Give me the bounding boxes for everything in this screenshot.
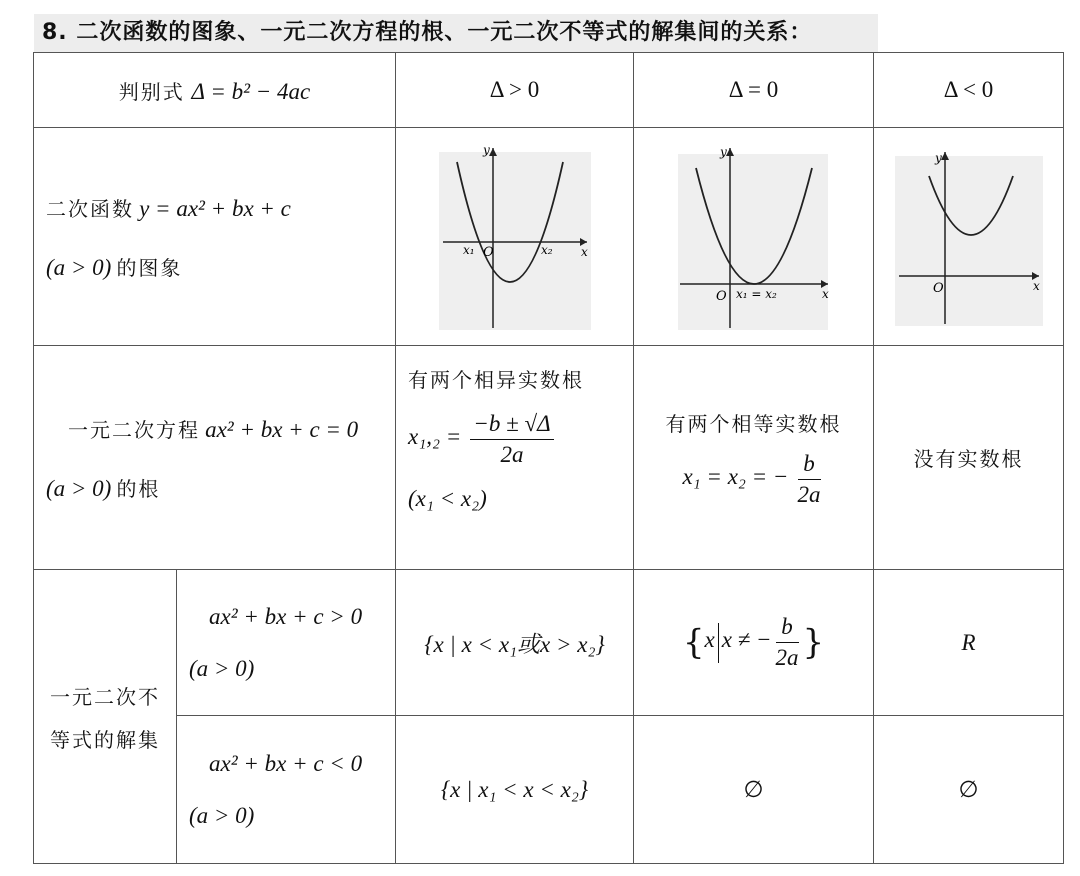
ineq-gt-delta-negative xyxy=(874,570,1064,716)
inequality-lt-row xyxy=(34,716,1064,864)
svg-text:x₁ = x₂: x₁ = x₂ xyxy=(735,286,777,301)
inequality-group-label: 一元二次不 等式的解集 xyxy=(34,570,177,864)
roots-row xyxy=(34,346,1064,570)
ineq-lt-delta-zero xyxy=(634,716,874,864)
condition-a-positive: (a > 0) xyxy=(46,254,112,280)
ineq-lt-delta-negative xyxy=(874,716,1064,864)
two-equal-roots-text: 有两个相等实数根 xyxy=(665,411,842,436)
graph-row-label: 二次函数 y = ax² + bx + c (a > 0) 的图象 xyxy=(34,128,396,346)
ineq-lt-delta-positive xyxy=(396,716,634,864)
svg-text:O: O xyxy=(932,280,944,296)
svg-text:x: x xyxy=(580,244,588,259)
equation-formula: ax² + bx + c = 0 xyxy=(205,416,359,442)
quadratic-formula-fraction: $\frac{-b \pm √\Delta}{2a}$ xyxy=(470,411,553,468)
graph-delta-negative xyxy=(874,128,1064,346)
two-distinct-roots-text: 有两个相异实数根 xyxy=(408,368,585,392)
header-delta-zero: Δ = 0 xyxy=(634,53,874,128)
ineq-gt-delta-zero: {x x ≠ − $\frac{b}{2a}$ } xyxy=(634,570,874,716)
svg-text:O: O xyxy=(482,244,494,260)
parabola-double-root-graph xyxy=(674,142,834,332)
roots-delta-negative xyxy=(874,346,1064,570)
graph-delta-positive xyxy=(396,128,634,346)
section-title: 8. 二次函数的图象、一元二次方程的根、一元二次不等式的解集间的关系： xyxy=(34,14,878,52)
double-root-fraction: $\frac{b}{2a}$ xyxy=(797,450,821,507)
svg-text:y: y xyxy=(719,144,727,159)
discriminant-header-cell xyxy=(34,53,396,128)
header-delta-positive: Δ > 0 xyxy=(396,53,634,128)
svg-text:x₂: x₂ xyxy=(540,242,553,257)
graph-row xyxy=(34,128,1064,346)
roots-row-label: 一元二次方程 ax² + bx + c = 0 (a > 0) 的根 xyxy=(34,346,396,570)
svg-text:O: O xyxy=(715,288,727,304)
svg-text:x: x xyxy=(821,286,829,301)
svg-text:x₁: x₁ xyxy=(462,242,475,257)
inequality-lt-label: ax² + bx + c < 0 (a > 0) xyxy=(177,716,396,864)
discriminant-label: 判别式 xyxy=(118,79,185,104)
solution-set-between-roots: {x | x₁ < x < x₂} xyxy=(440,776,589,802)
inequality-gt-label: ax² + bx + c > 0 (a > 0) xyxy=(177,570,396,716)
parabola-no-root-graph xyxy=(893,146,1045,328)
no-real-roots-text: 没有实数根 xyxy=(913,447,1024,471)
function-formula: y = ax² + bx + c xyxy=(139,195,291,221)
empty-set-symbol: ∅ xyxy=(958,776,979,802)
solution-set-outside-roots: {x | x < x₁或x > x₂} xyxy=(424,632,605,657)
graph1-axis-y: y xyxy=(482,142,490,157)
roots-delta-zero: 有两个相等实数根 x₁ = x₂ = − $\frac{b}{2a}$ xyxy=(634,346,874,570)
empty-set-symbol: ∅ xyxy=(743,776,764,802)
relation-table xyxy=(33,52,1064,864)
roots-order-condition: (x₁ < x₂) xyxy=(408,486,487,511)
solution-set-all-reals: R xyxy=(961,629,976,655)
svg-text:x: x xyxy=(1032,278,1040,293)
graph-delta-zero xyxy=(634,128,874,346)
header-row xyxy=(34,53,1064,128)
header-delta-negative: Δ < 0 xyxy=(874,53,1064,128)
parabola-two-roots-graph xyxy=(435,142,595,332)
roots-delta-positive: 有两个相异实数根 x₁,₂ = $\frac{-b \pm √\Delta}{2a}$ (x₁ < x₂) xyxy=(396,346,634,570)
inequality-gt-row xyxy=(34,570,1064,716)
svg-text:y: y xyxy=(934,150,942,165)
ineq-gt-delta-positive xyxy=(396,570,634,716)
discriminant-formula: Δ = b² − 4ac xyxy=(191,78,311,104)
